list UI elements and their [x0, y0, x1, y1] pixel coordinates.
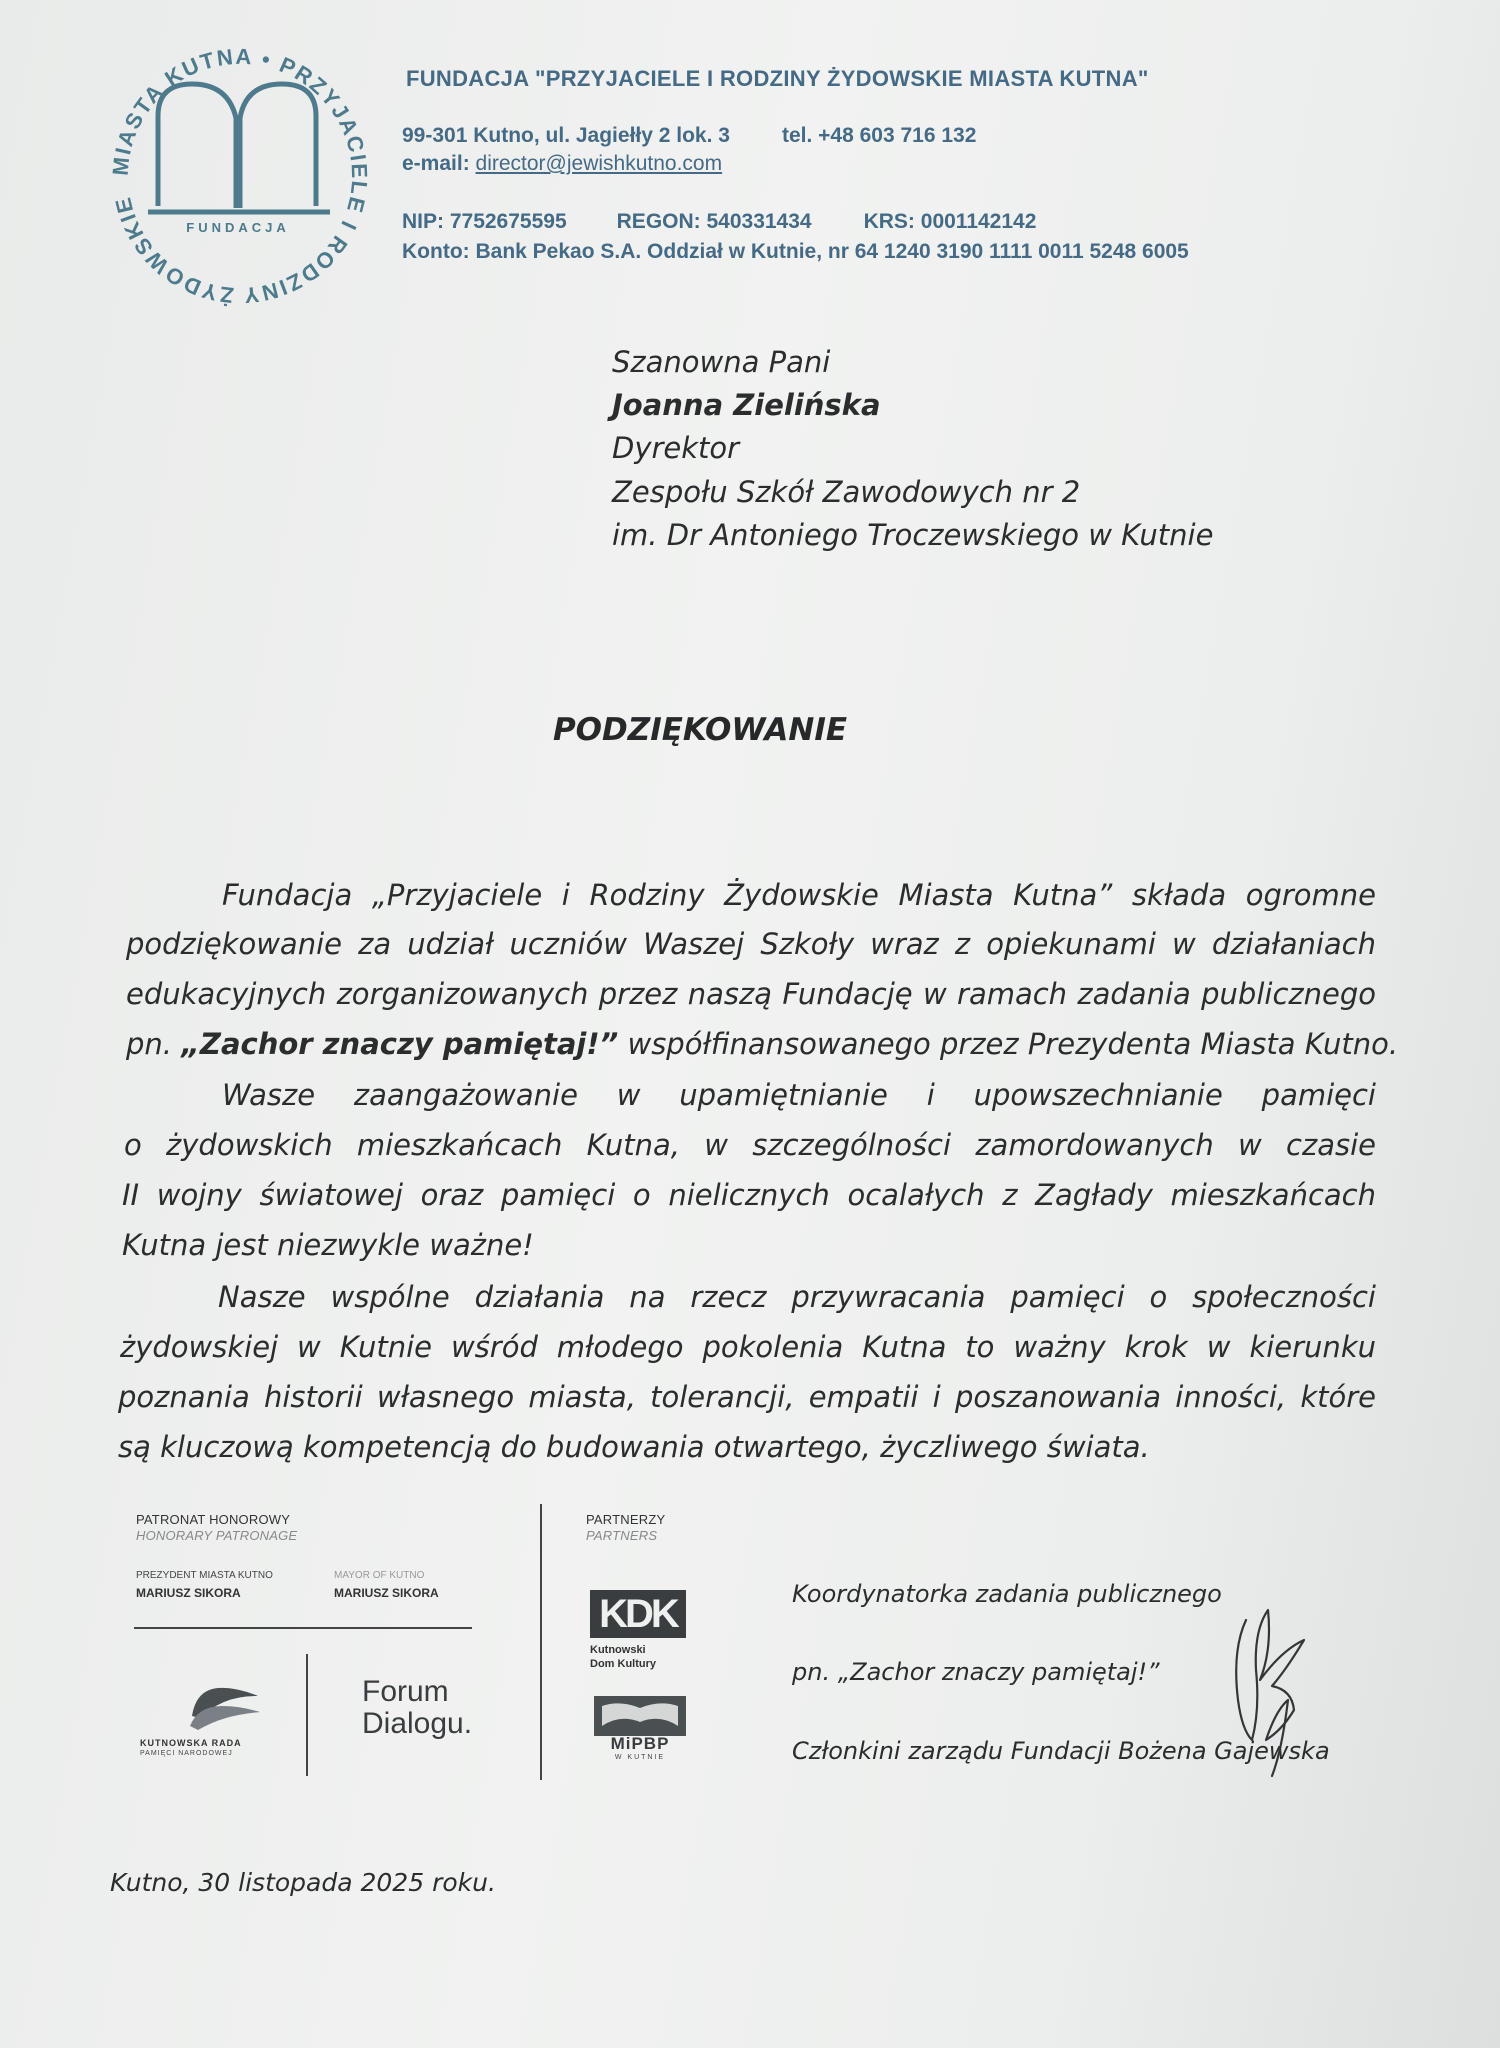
foundation-name: FUNDACJA "PRZYJACIELE I RODZINY ŻYDOWSKIE MIASTA KUTNA" [406, 66, 1149, 91]
body-p3-line3: poznania historii własnego miasta, tolerancji, empatii i poszanowania inności, które [118, 1380, 1376, 1414]
bank-account: Konto: Bank Pekao S.A. Oddział w Kutnie, nr 64 1240 3190 1111 0011 5248 6005 [402, 240, 1189, 263]
forum-line2: Dialogu. [362, 1707, 473, 1740]
registry-line [402, 210, 1036, 234]
council-logo-text: KUTNOWSKA RADA [140, 1738, 242, 1748]
patronage-label: PATRONAT HONOROWY [136, 1512, 291, 1527]
kdk-name-1: Kutnowski [590, 1644, 646, 1656]
foundation-logo [100, 36, 380, 316]
kdk-name-2: Dom Kultury [590, 1658, 656, 1670]
council-logo [140, 1676, 274, 1768]
recipient-name: Joanna Zielińska [612, 388, 881, 422]
library-logo-sub: W KUTNIE [614, 1754, 666, 1761]
phone: tel. +48 603 716 132 [781, 124, 977, 147]
signature-project: pn. „Zachor znaczy pamiętaj!” [792, 1658, 1160, 1686]
handwritten-signature [1212, 1590, 1332, 1780]
body-p1-line1: Fundacja „Przyjaciele i Rodziny Żydowskie Miasta Kutna” składa ogromne [222, 878, 1376, 912]
body-p3-line4: są kluczową kompetencją do budowania otwartego, życzliwego świata. [118, 1430, 1150, 1464]
project-name: „Zachor znaczy pamiętaj!” [181, 1027, 619, 1061]
document-title: PODZIĘKOWANIE [552, 712, 848, 748]
forum-line1: Forum [362, 1675, 449, 1708]
regon: REGON: 540331434 [616, 210, 812, 233]
library-logo-text: MiPBP [610, 1734, 670, 1753]
signature-signatory: Członkini zarządu Fundacji Bożena Gajewska [792, 1737, 1330, 1765]
email-line [402, 152, 722, 176]
body-p1-line4-post: współfinansowanego przez Prezydenta Miasta Kutno. [618, 1027, 1399, 1061]
email-link[interactable]: director@jewishkutno.com [475, 152, 723, 175]
address: 99-301 Kutno, ul. Jagiełły 2 lok. 3 [402, 124, 730, 147]
footer-vertical-divider [540, 1504, 542, 1780]
recipient-school-name: im. Dr Antoniego Troczewskiego w Kutnie [612, 518, 1214, 552]
council-logo-sub: PAMIĘCI NARODOWEJ [140, 1750, 233, 1757]
body-p3-line1: Nasze wspólne działania na rzecz przywracania pamięci o społeczności [218, 1280, 1376, 1314]
patronage-divider [134, 1627, 472, 1629]
body-p3-line2: żydowskiej w Kutnie wśród młodego pokolenia Kutna to ważny krok w kierunku [120, 1330, 1376, 1364]
logo-divider [306, 1654, 308, 1776]
recipient-school: Zespołu Szkół Zawodowych nr 2 [612, 475, 1081, 509]
partners-label: PARTNERZY [586, 1512, 666, 1527]
patronage-label-en: HONORARY PATRONAGE [136, 1528, 298, 1543]
address-line [402, 124, 976, 148]
body-p2-line2: o żydowskich mieszkańcach Kutna, w szczególności zamordowanych w czasie [124, 1128, 1376, 1162]
salutation: Szanowna Pani [612, 345, 831, 379]
mayor-name-pl: MARIUSZ SIKORA [136, 1586, 241, 1600]
body-p2-line1: Wasze zaangażowanie w upamiętnianie i upowszechnianie pamięci [222, 1078, 1376, 1112]
logo-inner-text: FUNDACJA [186, 220, 290, 235]
signature-role: Koordynatorka zadania publicznego [792, 1580, 1222, 1608]
body-p2-line3: II wojny światowej oraz pamięci o nielicznych ocalałych z Zagłady mieszkańcach [122, 1178, 1376, 1212]
library-logo [594, 1696, 686, 1776]
body-p2-line4: Kutna jest niezwykle ważne! [122, 1228, 534, 1262]
letter-date: Kutno, 30 listopada 2025 roku. [110, 1868, 496, 1897]
recipient-position: Dyrektor [612, 431, 740, 465]
logo-ring-text: MIASTA KUTNA • PRZYJACIELE I RODZINY ŻYDOWSKIE [107, 43, 373, 309]
body-p1-line4 [126, 1027, 1399, 1061]
book-icon [148, 84, 330, 212]
flag-wave-icon [140, 1676, 274, 1736]
mayor-role-pl: PREZYDENT MIASTA KUTNO [136, 1570, 273, 1581]
email-label: e-mail: [402, 152, 470, 175]
body-p1-line2: podziękowanie za udział uczniów Waszej Szkoły wraz z opiekunami w działaniach [126, 927, 1376, 961]
krs: KRS: 0001142142 [863, 210, 1037, 233]
mayor-role-en: MAYOR OF KUTNO [334, 1570, 425, 1581]
mayor-name-en: MARIUSZ SIKORA [334, 1586, 439, 1600]
nip: NIP: 7752675595 [402, 210, 567, 233]
forum-dialogu-logo [362, 1676, 472, 1740]
open-book-icon [594, 1696, 686, 1736]
body-p1-line4-pre: pn. [126, 1027, 182, 1061]
kdk-logo: KDK [590, 1590, 686, 1638]
partners-label-en: PARTNERS [586, 1528, 658, 1543]
body-p1-line3: edukacyjnych zorganizowanych przez naszą Fundację w ramach zadania publicznego [126, 977, 1376, 1011]
